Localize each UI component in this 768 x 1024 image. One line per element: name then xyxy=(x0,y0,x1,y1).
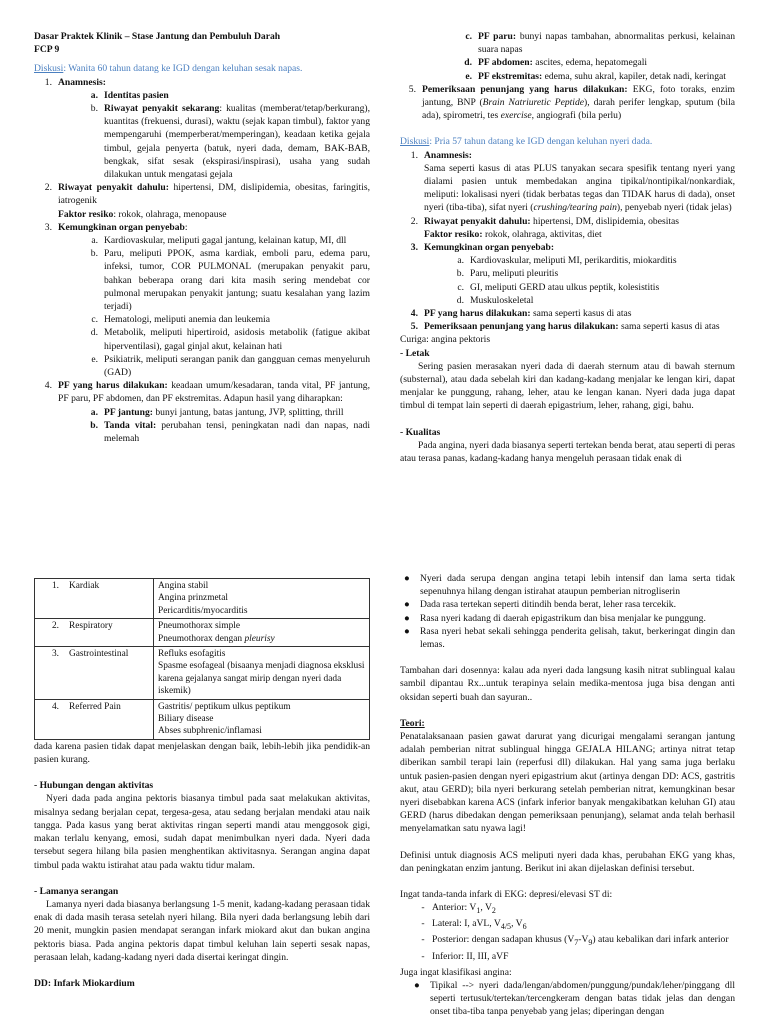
kualitas-paragraph: Pada angina, nyeri dada biasanya seperti tertekan benda berat, atau seperti di peras atau terasa panas, kadang-kadang hanya mengeluh perasaan tidak enak di xyxy=(400,439,735,465)
table-row xyxy=(35,619,370,647)
list-text xyxy=(58,181,370,221)
list-text xyxy=(58,379,370,405)
diagnosis-cell xyxy=(154,699,370,739)
list-label: PF yang harus dilakukan: xyxy=(58,380,168,392)
diskusi-case-2 xyxy=(400,135,735,148)
table-row xyxy=(35,647,370,700)
diagnosis-item: Refluks esofagitis xyxy=(158,649,226,660)
bullet-text: Rasa nyeri hebat sekali sehingga penderita gelisah, takut, berkeringat dingin dan lemas. xyxy=(420,625,735,651)
symptom-bullet-list xyxy=(400,572,735,651)
sublist-item xyxy=(454,267,735,280)
list-body: EKG, foto toraks, enzim jantung, BNP ( xyxy=(422,83,735,109)
diagnosis-cell xyxy=(154,579,370,619)
list-label: Pemeriksaan penunjang yang harus dilakukan: xyxy=(422,83,628,95)
list-body: ), penyebab nyeri (tidak jelas) xyxy=(616,202,732,214)
organ-name: Kardiak xyxy=(69,581,100,591)
tipikal-text: Tipikal --> nyeri dada/lengan/abdomen/punggung/pundak/leher/pinggang dll seperti tertusuk/tertekan/tercengkeram dengan batas tidak jelas dan dengan onset tiba-tiba tanpa penyebab yang jelas; diperingan dengan xyxy=(430,979,735,1018)
list-body: Sama seperti kasus di atas PLUS tanyakan secara spesifik tentang nyeri yang dialami pasien untuk membedakan angina tipikal/nontipikal/nonkardiak, meliputi: lokalisasi nyeri (tidak berbatas tegas dan TIDAK harus di dada), onset nyeri (tiba-tiba), sifat nyeri ( xyxy=(424,162,735,214)
list-item-penunjang xyxy=(406,320,735,333)
ingat-paragraph: Ingat tanda-tanda infark di EKG: depresi/elevasi ST di: xyxy=(400,889,613,901)
lead-part: , V xyxy=(511,918,523,930)
lead-text xyxy=(432,901,735,917)
list-label: Kemungkinan organ penyebab xyxy=(58,221,185,233)
list-label: Anamnesis: xyxy=(424,149,472,161)
list-item-organ xyxy=(40,221,370,234)
sublist-text: Paru, meliputi PPOK, asma kardiak, emboli paru, edema paru, infeksi, tumor, COR PULMONAL (merupakan penyakit paru, bahkan beberapa orang dari kita masih sering mendebat cor pulmonal merupakan penyakit jantung; suatu kesalahan yang lazim terjadi) xyxy=(104,248,370,313)
sublist-body: : kualitas (memberat/tetap/berkurang), kuantitas (frekuensi, durasi), waktu (sejak kapan timbul), faktor yang mempengaruhi (memperberat/memperingan), keadaan ketika gejala timbul, gejala penyerta (batuk, nyeri dada, demam, BAK-BAB, bengkak, sifat sesak (ekspirasi/inspirasi), usaha yang sudah dilakukan untuk mengatasi gejala xyxy=(104,103,370,181)
sublist-item xyxy=(454,294,735,307)
list-body: keadaan umum/kesadaran, tanda vital, PF jantung, PF paru, PF abdomen, dan PF ekstremitas. Adapun hasil yang diharapkan: xyxy=(58,380,370,405)
bullet-dot: ● xyxy=(404,599,410,611)
diagnosis-cell xyxy=(154,619,370,647)
sublist-text: Kardiovaskular, meliputi gagal jantung, kelainan katup, MI, dll xyxy=(104,235,347,247)
sublist-body: perubahan tensi, peningkatan nadi dan napas, nadi melemah xyxy=(104,419,370,445)
lead-sub: 6 xyxy=(522,922,527,932)
lead-text xyxy=(432,917,735,933)
sublist-label: PF paru: xyxy=(478,31,517,42)
diagnosis-item: Pneumothorax simple xyxy=(158,621,241,632)
list-text xyxy=(424,215,735,241)
table-row xyxy=(35,699,370,739)
list-number: 2. xyxy=(410,215,418,227)
sublist-text: Metabolik, meliputi hipertiroid, asidosis metabolik (fatigue akibat hiperventilasi), gagal ginjal akut, kelainan hati xyxy=(104,327,370,352)
letak-heading: - Letak xyxy=(400,347,430,359)
sublist-item xyxy=(88,102,370,181)
sublist-label: PF jantung: xyxy=(104,406,153,418)
sublist-item xyxy=(454,254,735,267)
list-item-penunjang xyxy=(404,83,735,123)
sublist-body: ascites, edema, hepatomegali xyxy=(532,57,648,69)
row-number: 1. xyxy=(51,581,59,591)
angina-bullet xyxy=(410,979,735,1019)
sublist-text: Paru, meliputi pleuritis xyxy=(470,268,559,280)
list-body: hipertensi, DM, dislipidemia, obesitas xyxy=(530,215,680,227)
diagnosis-cell xyxy=(154,647,370,700)
lead-text xyxy=(432,950,735,966)
lead-sub: 7 xyxy=(574,938,579,948)
dash-marker: - xyxy=(421,918,425,930)
bullet-dot: ● xyxy=(404,612,410,624)
list-item-riwayat xyxy=(406,215,735,241)
document-title: Dasar Praktek Klinik – Stase Jantung dan Pembuluh Darah xyxy=(34,31,281,42)
continued-paragraph: dada karena pasien tidak dapat menjelaskan dengan baik, lebih-lebih jika pendidik-an pasien kurang. xyxy=(34,740,370,766)
lead-part: Posterior: dengan sadapan khusus (V xyxy=(432,934,575,946)
lead-part: ) atau kebalikan dari infark anterior xyxy=(592,934,729,946)
sublist-item xyxy=(88,406,370,419)
list-number: 2. xyxy=(44,182,52,194)
sublist-letter: b. xyxy=(90,419,98,431)
sublist-item xyxy=(462,30,735,56)
sublist-item xyxy=(88,419,370,445)
bullet-item xyxy=(400,572,735,598)
diskusi-case-1 xyxy=(34,62,370,75)
bullet-dot: ● xyxy=(414,979,420,991)
list-item-pf xyxy=(406,307,735,320)
sublist-letter: e. xyxy=(91,353,98,365)
sublist-body: bunyi napas tambahan, abnormalitas perkusi, kelainan suara napas xyxy=(478,31,735,56)
lead-part: Inferior: II, III, aVF xyxy=(432,950,509,962)
sublist-letter: d. xyxy=(456,294,464,306)
sublist-text: Identitas pasien xyxy=(104,89,169,101)
row-number: 4. xyxy=(51,701,59,712)
kualitas-heading: - Kualitas xyxy=(400,426,441,438)
sublist-text xyxy=(104,419,370,445)
lead-text xyxy=(432,933,735,949)
faktor-label: Faktor resiko: xyxy=(424,228,483,240)
sublist-letter: d. xyxy=(464,57,472,69)
diagnosis-item: Gastritis/ peptikum ulkus peptikum xyxy=(158,701,291,712)
sublist-text: Hematologi, meliputi anemia dan leukemia xyxy=(104,314,270,326)
list-item-anamnesis xyxy=(40,76,370,89)
lamanya-paragraph: Lamanya nyeri dada biasanya berlangsung 1-5 menit, kadang-kadang perasaan tidak enak di dada masih terasa setelah nyeri hilang. Bila nyeri dada berlangsung lebih dari 20 menit, mungkin pasien mendapat serangan infark miokard akut dan bukan angina pektoris biasa. Pada angina pektoris dapat timbul keluhan lain seperti sesak napas, perasaan lelah, kadang-kadang nyeri dada disertai keringat dingin. xyxy=(34,898,370,963)
lead-part: , V xyxy=(480,902,492,914)
sublist-letter: a. xyxy=(457,255,464,267)
dash-marker: - xyxy=(421,950,425,962)
list-text xyxy=(424,320,735,333)
list-italic: Brain Natriuretic Peptide xyxy=(482,97,585,109)
list-italic: crushing/tearing pain xyxy=(533,202,617,214)
lead-part: Anterior: V xyxy=(432,902,477,914)
sublist-label: PF abdomen: xyxy=(478,57,533,69)
list-body: , angiografi (bila perlu) xyxy=(531,110,622,122)
sublist-item xyxy=(454,281,735,294)
dash-marker: - xyxy=(421,934,425,946)
sublist-text: Muskuloskeletal xyxy=(470,294,534,306)
list-number: 5. xyxy=(408,83,416,95)
sublist-letter: a. xyxy=(90,406,98,418)
lead-sub: 9 xyxy=(588,938,593,948)
sublist-letter: a. xyxy=(91,235,98,247)
sublist-item xyxy=(88,353,370,379)
teori-paragraph: Penatalaksanaan pasien gawat darurat yang dicurigai mengalami serangan jantung adalah pemberian nitrat sublingual hingga GEJALA HILANG; artinya nitrat tetap diberikan sambil terapi lain (reperfusi dll) dilakukan. Hal yang sama juga berlaku untuk pasien-pasien dengan nyeri epigastrium akut (artinya dengan DD: ACS, gastritis akut, atau GERD); bila nyeri berkurang setelah pemberian nitrat, kemungkinan besar nyeri disebabkan karena ACS (infark inferior banyak mengakibatkan keluhan GI) atau GERD (harus dibedakan dengan pemeriksaan penunjang), selamat anda telah berhasil menyelamatkan satu nyawa lagi! xyxy=(400,731,735,835)
sublist-letter: d. xyxy=(90,327,98,339)
list-text xyxy=(58,221,370,234)
list-body: sama seperti kasus di atas xyxy=(618,321,720,333)
organ-cell xyxy=(35,579,154,619)
bullet-text: Rasa nyeri kadang di daerah epigastrikum dan bisa menjalar ke punggung. xyxy=(420,612,706,624)
organ-cell xyxy=(35,647,154,700)
list-item-riwayat xyxy=(40,181,370,221)
sublist-item xyxy=(88,247,370,313)
juga-paragraph: Juga ingat klasifikasi angina: xyxy=(400,966,512,978)
page1-right-column xyxy=(400,30,735,510)
organ-name: Gastrointestinal xyxy=(69,649,129,660)
organ-cell xyxy=(35,699,154,739)
list-colon: : xyxy=(184,221,188,233)
list-number: 1. xyxy=(410,149,418,161)
list-text xyxy=(422,83,735,123)
diagnosis-italic: pleurisy xyxy=(244,633,275,644)
lead-part: Lateral: I, aVL, V xyxy=(432,918,501,930)
sublist-letter: b. xyxy=(90,103,98,115)
lead-item xyxy=(414,917,735,933)
sublist-item xyxy=(462,56,735,69)
bullet-item xyxy=(400,612,735,625)
sublist-text xyxy=(478,30,735,56)
sublist-text xyxy=(478,56,735,69)
lead-part: -V xyxy=(578,934,589,946)
sublist-text: GI, meliputi GERD atau ulkus peptik, kolesistitis xyxy=(470,281,660,293)
bullet-text: Nyeri dada serupa dengan angina tetapi lebih intensif dan lama serta tidak sepenuhnya hilang dengan istirahat ataupun pemberian nitrogliserin xyxy=(420,573,735,598)
sublist-letter: b. xyxy=(456,268,464,280)
curiga-text: Curiga: angina pektoris xyxy=(400,334,491,346)
list-label: Riwayat penyakit dahulu: xyxy=(424,215,531,227)
faktor-label: Faktor resiko xyxy=(58,208,114,220)
list-text xyxy=(424,149,735,215)
sublist-item xyxy=(88,326,370,352)
sublist-letter: c. xyxy=(457,281,464,293)
dd-heading: DD: Infark Miokardium xyxy=(34,977,135,989)
list-number: 3. xyxy=(44,221,52,233)
bullet-item xyxy=(400,625,735,651)
list-text xyxy=(424,307,735,320)
lead-list xyxy=(400,901,735,965)
list-number: 3. xyxy=(410,242,418,254)
lead-item xyxy=(414,950,735,966)
lead-sub: 4/5 xyxy=(500,922,512,932)
diagnosis-item: Angina stabil xyxy=(158,581,209,591)
list-label: Anamnesis: xyxy=(58,76,106,88)
list-item-anamnesis xyxy=(406,149,735,215)
diagnosis-text: Pneumothorax dengan xyxy=(158,633,245,644)
diskusi-label: Diskusi xyxy=(34,63,64,75)
list-number: 4. xyxy=(410,308,418,320)
dash-marker: - xyxy=(421,902,425,914)
sublist-letter: c. xyxy=(465,31,472,42)
list-italic: exercise xyxy=(500,110,532,122)
sublist-item xyxy=(88,89,370,102)
sublist-item xyxy=(462,70,735,83)
diagnosis-item: Abses subphrenic/inflamasi xyxy=(158,726,262,737)
list-label: Riwayat penyakit dahulu: xyxy=(58,182,169,194)
definisi-paragraph: Definisi untuk diagnosis ACS meliputi nyeri dada khas, perubahan EKG yang khas, dan peningkatan enzim jantung. Berikut ini akan dijelaskan definisi tersebut. xyxy=(400,849,735,874)
list-item-pf xyxy=(40,379,370,405)
organ-name: Referred Pain xyxy=(69,701,121,712)
sublist-label: Tanda vital: xyxy=(104,419,157,431)
list-number: 4. xyxy=(44,380,52,392)
sublist-letter: c. xyxy=(91,314,98,326)
diagnosis-item xyxy=(158,633,365,645)
hubungan-paragraph: Nyeri dada pada angina pektoris biasanya timbul pada saat melakukan aktivitas, misalnya sedang berjalan cepat, tergesa-gesa, atau sedang berjalan mendaki atau naik tangga. Pada kasus yang berat aktivitas ringan seperti mandi atau menggosok gigi, makan terlalu kenyang, emosi, sudah dapat menimbulkan nyeri dada. Nyeri dada tersebut segera hilang bila pasien menghentikan aktivitasnya. Serangan angina dapat timbul pada waktu istirahat atau pada waktu tidur malam. xyxy=(34,793,370,871)
lead-item xyxy=(414,901,735,917)
teori-heading: Teori: xyxy=(400,717,425,729)
list-label: PF yang harus dilakukan: xyxy=(424,308,531,320)
letak-paragraph: Sering pasien merasakan nyeri dada di daerah sternum atau di bawah sternum (substernal), atau dada sebelah kiri dan kadang-kadang menjalar ke lengan kiri, dapat menjalar ke punggung, rahang, leher, atau ke lengan kanan. Nyeri dada juga dapat timbul di tempat lain seperti di daerah epigastrium, leher, rahang, gigi, bahu. xyxy=(400,360,735,412)
faktor-text: rokok, olahraga, aktivitas, diet xyxy=(482,228,602,240)
sublist-text xyxy=(478,70,735,83)
sublist-letter: b. xyxy=(90,248,98,260)
lead-sub: 1 xyxy=(476,906,481,916)
lead-item xyxy=(414,933,735,949)
diskusi-text: : Pria 57 tahun datang ke IGD dengan keluhan nyeri dada. xyxy=(429,136,653,148)
organ-cell xyxy=(35,619,154,647)
lamanya-heading: - Lamanya serangan xyxy=(34,885,119,897)
sublist-body: edema, suhu akral, kapiler, detak nadi, keringat xyxy=(542,70,726,82)
bullet-text: Dada rasa tertekan seperti ditindih benda berat, leher rasa tercekik. xyxy=(420,599,676,611)
sublist-letter: a. xyxy=(90,89,98,101)
diagnosis-item: Spasme esofageal (bisaanya menjadi diagnosa eksklusi karena gejalanya sangat mirip dengan nyeri dada iskemik) xyxy=(158,661,365,697)
sublist-letter: e. xyxy=(465,70,472,82)
diagnosis-item: Biliary disease xyxy=(158,714,214,725)
organ-name: Respiratory xyxy=(69,621,113,632)
organ-sublist xyxy=(400,254,735,307)
page2-left-column xyxy=(34,578,370,1024)
diskusi-label: Diskusi xyxy=(400,136,430,148)
bullet-item xyxy=(400,598,735,611)
list-body: sama seperti kasus di atas xyxy=(530,308,632,320)
lead-sub: 2 xyxy=(491,906,496,916)
diagnosis-item: Pericarditis/myocarditis xyxy=(158,605,248,616)
row-number: 3. xyxy=(51,649,59,660)
diagnosis-item: Angina prinzmetal xyxy=(158,593,229,604)
list-item-organ xyxy=(406,241,735,254)
sublist-text xyxy=(104,102,370,181)
organ-sublist xyxy=(34,234,370,379)
sublist-text: Psikiatrik, meliputi serangan panik dan gangguan cemas menyeluruh (GAD) xyxy=(104,353,370,379)
sublist-body: bunyi jantung, batas jantung, JVP, splitting, thrill xyxy=(152,406,344,418)
row-number: 2. xyxy=(51,621,59,632)
sublist-item xyxy=(88,313,370,326)
list-label: Pemeriksaan penunjang yang harus dilakukan: xyxy=(424,321,619,333)
document-subtitle: FCP 9 xyxy=(34,44,60,56)
sublist-label: Riwayat penyakit sekarang xyxy=(104,103,220,115)
bullet-dot: ● xyxy=(404,625,410,637)
list-number: 5. xyxy=(410,321,418,333)
list-body: ), darah perifer lengkap, sputum (bila ada), spirometri, tes xyxy=(422,97,735,122)
hubungan-heading: - Hubungan dengan aktivitas xyxy=(34,780,154,792)
list-body: hipertensi, DM, dislipidemia, obesitas, faringitis, iatrogenik xyxy=(58,182,370,207)
list-number: 1. xyxy=(44,76,52,88)
diskusi-text: : Wanita 60 tahun datang ke IGD dengan keluhan sesak napas. xyxy=(63,63,303,75)
sublist-text: Kardiovaskular, meliputi MI, perikarditis, miokarditis xyxy=(470,255,677,267)
page1-left-column xyxy=(34,30,370,500)
tambahan-paragraph: Tambahan dari dosennya: kalau ada nyeri dada langsung kasih nitrat sublingual kalau sambil dipantau Rx...untuk terapinya selain medika-mentosa juga bisa dengan anti oksidan seperti buah dan sayuran.. xyxy=(400,665,735,703)
page2-right-column xyxy=(400,572,735,1024)
sublist-label: PF ekstremitas: xyxy=(478,70,543,82)
table-row xyxy=(35,579,370,619)
list-label: Kemungkinan organ penyebab: xyxy=(424,242,555,254)
faktor-text: : rokok, olahraga, menopause xyxy=(113,208,227,220)
bullet-dot: ● xyxy=(404,573,410,584)
organ-table xyxy=(34,578,370,740)
sublist-text xyxy=(104,406,370,419)
sublist-item xyxy=(88,234,370,247)
